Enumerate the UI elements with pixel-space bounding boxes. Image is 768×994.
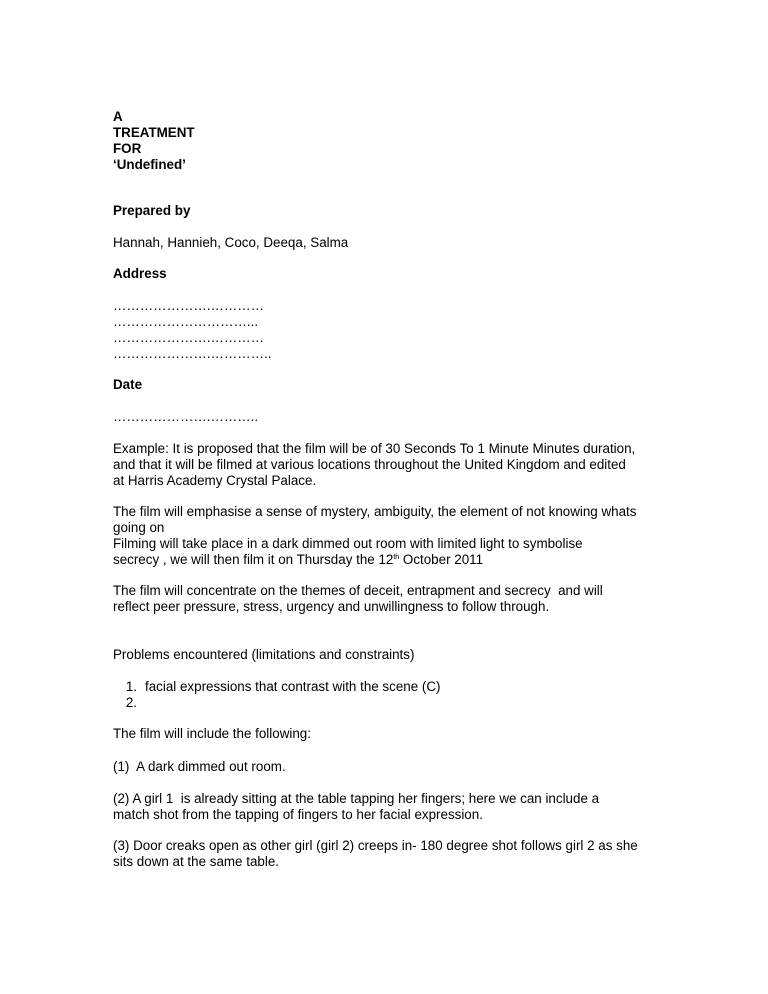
- prepared-by-heading: Prepared by: [113, 203, 191, 218]
- address-line: …………………………...: [113, 314, 259, 329]
- text-line: The film will emphasise a sense of mystery, ambiguity, the element of not knowing whats: [113, 504, 637, 519]
- filming-date-superscript: th: [393, 554, 400, 561]
- paragraph-example: [113, 441, 673, 489]
- document-title: [113, 109, 673, 173]
- text-line: (3) Door creaks open as other girl (girl 2) creeps in- 180 degree shot follows girl 2 as she: [113, 838, 638, 853]
- list-number: 1.: [125, 679, 137, 694]
- address-line: ………………….…………: [113, 298, 265, 313]
- prepared-by-names: Hannah, Hannieh, Coco, Deeqa, Salma: [113, 235, 349, 250]
- list-number: 2.: [125, 695, 137, 710]
- title-line: TREATMENT: [113, 125, 195, 140]
- text-line: reflect peer pressure, stress, urgency and unwillingness to follow through.: [113, 599, 550, 614]
- title-line: A: [113, 109, 123, 124]
- text-line: The film will concentrate on the themes of deceit, entrapment and secrecy and will: [113, 583, 603, 598]
- text-line: Filming will take place in a dark dimmed out room with limited light to symbolise: [113, 536, 583, 551]
- text-line: match shot from the tapping of fingers to her facial expression.: [113, 807, 483, 822]
- text-line: (1) A dark dimmed out room.: [113, 759, 286, 774]
- text-line: sits down at the same table.: [113, 854, 279, 869]
- filming-date-line: [113, 552, 673, 568]
- address-line: ………………….…………: [113, 330, 265, 345]
- problems-list-item: [113, 695, 673, 711]
- text-line: (2) A girl 1 is already sitting at the table tapping her fingers; here we can include a: [113, 791, 600, 806]
- paragraph-themes: [113, 583, 673, 615]
- date-heading: Date: [113, 377, 143, 392]
- address-lines: [113, 298, 673, 362]
- title-line: ‘Undefined’: [113, 157, 186, 172]
- address-line: ………………….…………..: [113, 346, 272, 361]
- text-line: going on: [113, 520, 165, 535]
- text-line: at Harris Academy Crystal Palace.: [113, 473, 317, 488]
- scene-item-3: [113, 838, 673, 870]
- list-text: facial expressions that contrast with the scene (C): [145, 679, 441, 694]
- problems-list: [113, 679, 673, 711]
- include-heading: The film will include the following:: [113, 726, 311, 741]
- title-line: FOR: [113, 141, 142, 156]
- text-line: and that it will be filmed at various locations throughout the United Kingdom and edited: [113, 457, 626, 472]
- scene-item-2: [113, 791, 673, 823]
- paragraph-emphasise: [113, 504, 673, 568]
- scene-item-1: [113, 759, 673, 775]
- text-line: Example: It is proposed that the film will be of 30 Seconds To 1 Minute Minutes duration,: [113, 441, 636, 456]
- date-line: ………………….………..: [113, 409, 259, 424]
- address-heading: Address: [113, 266, 167, 281]
- problems-list-item: [113, 679, 673, 695]
- filming-date-after: October 2011: [399, 552, 484, 567]
- problems-heading: Problems encountered (limitations and constraints): [113, 647, 415, 662]
- list-text: [137, 695, 145, 710]
- filming-date-before: secrecy , we will then film it on Thursday the 12: [113, 552, 394, 567]
